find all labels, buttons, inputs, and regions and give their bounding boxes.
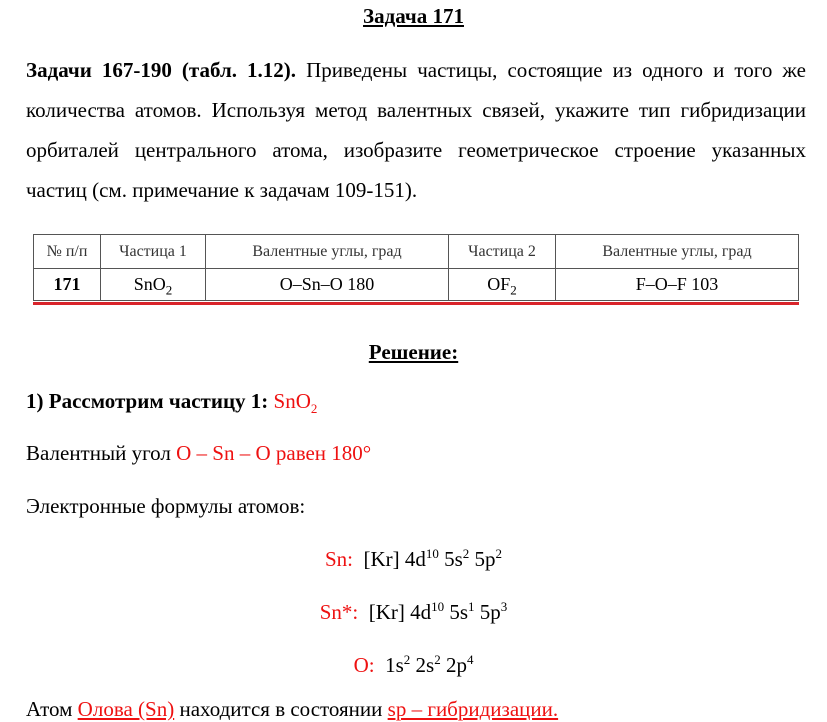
- formulas-title: Электронные формулы атомов:: [26, 494, 306, 518]
- header-particle1: Частица 1: [101, 235, 206, 269]
- header-particle2: Частица 2: [449, 235, 556, 269]
- solution-title: Решение:: [368, 340, 459, 364]
- problem-text: Приведены частицы, состоящие из одного и того же количества атомов. Используя метод валентных связей, укажите тип гибридизации орбиталей центрального атома, изобразите геометрическое строение указанных частиц (см. примечание к задачам 109-151).: [26, 58, 806, 202]
- cell-particle2: $OF_2$: [449, 269, 556, 301]
- sn-star-formula: Sn*: [Kr] $4d^{10}$ $5s^1$ $5p^3$: [319, 599, 508, 624]
- cell-angle2: F–O–F 103: [556, 269, 799, 301]
- data-table: [33, 234, 799, 301]
- header-angles2: Валентные углы, град: [556, 235, 799, 269]
- cell-angle1: O–Sn–O 180: [206, 269, 449, 301]
- hybridization-line: Атом Олова (Sn) находится в состоянии sp – гибридизации.: [26, 697, 559, 721]
- table-underline: [33, 302, 799, 305]
- header-num: № п/п: [34, 235, 101, 269]
- problem-ref: Задачи 167-190 (табл. 1.12).: [26, 58, 297, 82]
- step1-heading: 1) Рассмотрим частицу 1: SnO$_2$: [26, 389, 318, 417]
- table-header-row: [34, 235, 799, 269]
- sn-formula: Sn: [Kr] $4d^{10}$ $5s^2$ $5p^2$: [324, 546, 503, 571]
- header-angles1: Валентные углы, град: [206, 235, 449, 269]
- angle-line: Валентный угол O – Sn – O равен 180°: [26, 441, 372, 465]
- cell-num: 171: [34, 269, 101, 301]
- o-formula: O: $1s^2$ $2s^2$ $2p^4$: [353, 652, 474, 677]
- page-title: Задача 171: [363, 4, 464, 28]
- cell-particle1: SnO$_2$: [101, 269, 206, 301]
- problem-statement: [26, 50, 806, 210]
- table-row: [34, 269, 799, 301]
- step1-formula: SnO$_2$: [273, 389, 318, 417]
